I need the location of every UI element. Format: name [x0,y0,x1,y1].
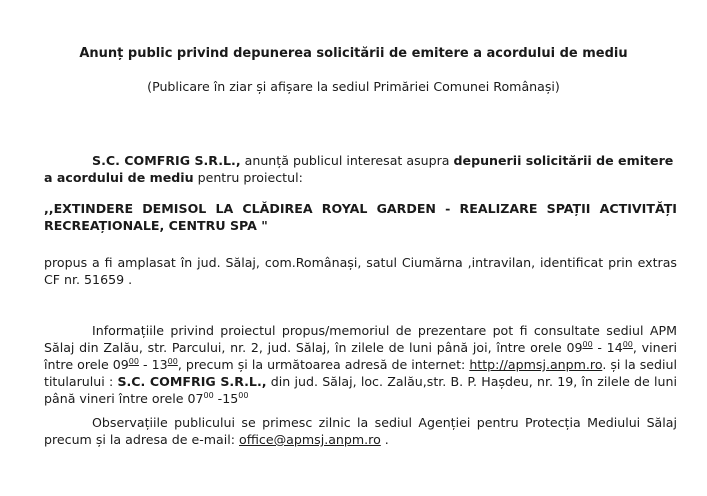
document-title: Anunț public privind depunerea solicitării de emitere a acordului de mediu [79,46,628,61]
company-name-2: S.C. COMFRIG S.R.L., [117,374,267,389]
observations-paragraph: Observațiile publicului se primesc zilnic la sediul Agenției pentru Protecția Mediului Sălaj precum și la adresa de e-mail: office@apmsj.anpm.ro . [44,415,677,447]
information-paragraph: Informațiile privind proiectul propus/memoriul de prezentare pot fi consultate sediul APM Sălaj din Zalău, str. Parcului, nr. 2, jud. Sălaj, în zilele de luni până joi, între orele $09^{00} - 14^{00}$, vineri între orele $09^{00} - 13^{00}$, precum și la următoarea adresă de internet: http://apmsj.anpm.ro. și la sediul titularului : S.C. COMFRIG S.R.L., din jud. Sălaj, loc. Zalău,str. B. P. Hașdeu, nr. 19, în zilele de luni până vineri între orele $07^{00}$ $-15^{00}$ [44,323,678,406]
intro-text: anunță publicul interesat asupra [240,153,454,168]
location-paragraph: propus a fi amplasat în jud. Sălaj, com.Românași, satul Ciumărna ,intravilan, identificat prin extras CF nr. 51659 . [44,255,677,287]
document-subtitle: (Publicare în ziar și afișare la sediul Primăriei Comunei Românași) [147,79,560,94]
intro-text-end: pentru proiectul: [193,170,303,185]
project-name: ,,EXTINDERE DEMISOL LA CLĂDIREA ROYAL GARDEN - REALIZARE SPAȚII ACTIVITĂȚI RECREAȚIONALE, CENTRU SPA " [44,201,677,233]
website-link[interactable]: http://apmsj.anpm.ro [469,357,603,372]
email-link[interactable]: office@apmsj.anpm.ro [239,432,381,447]
intro-paragraph [44,152,677,186]
intro-emphasis: depunerii solicitării de emitere a acordului de mediu [44,153,674,185]
company-name: S.C. COMFRIG S.R.L., [92,153,241,168]
